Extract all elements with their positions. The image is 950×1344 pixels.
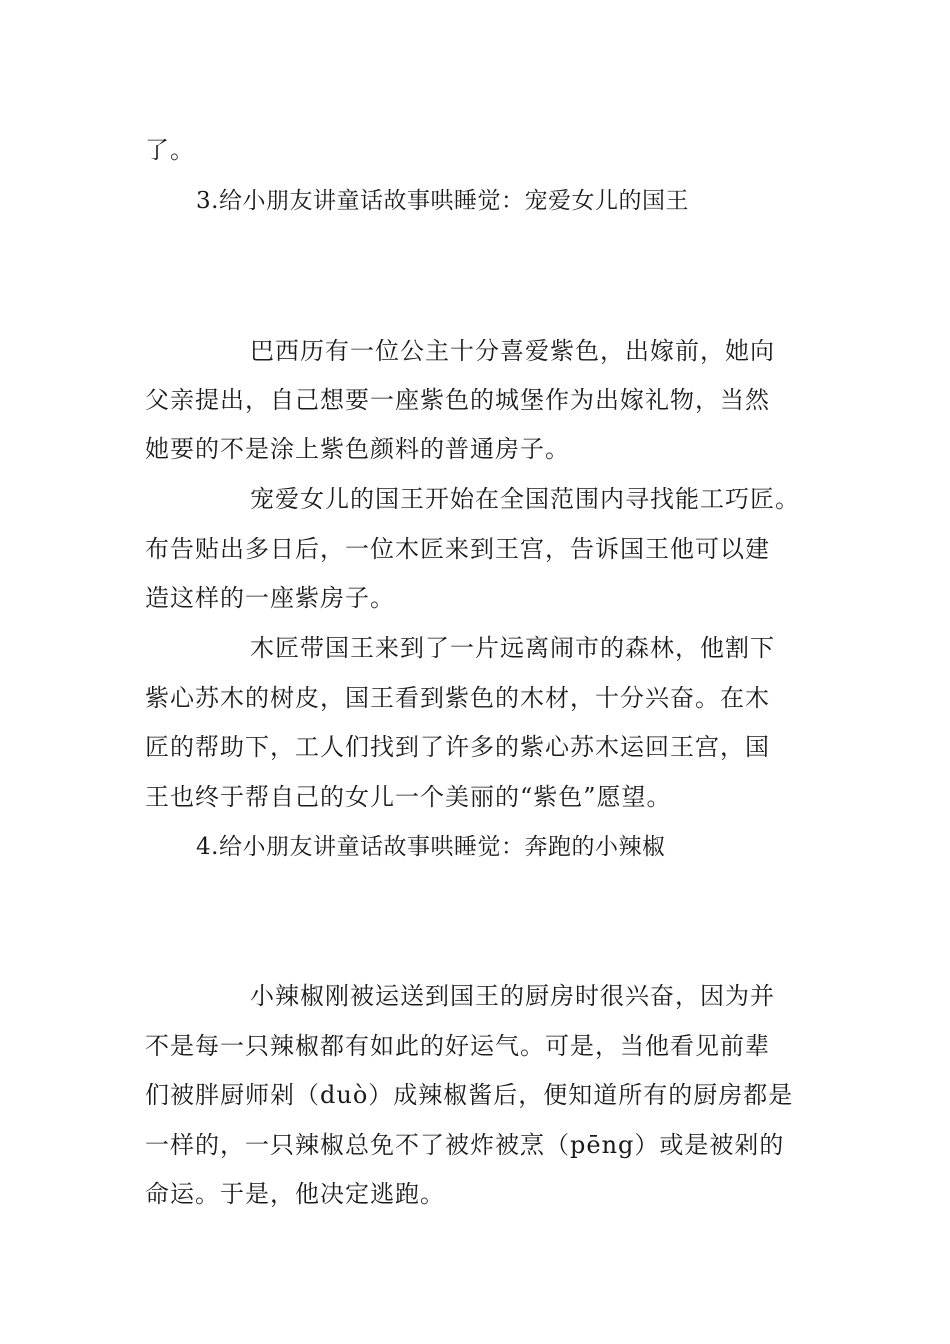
paragraph-line: 紫心苏木的树皮，国王看到紫色的木材，十分兴奋。在木	[145, 684, 770, 712]
paragraph-line: 木匠带国王来到了一片远离闹市的森林，他割下	[250, 634, 775, 662]
paragraph-line: 一样的，一只辣椒总免不了被炸被烹（pēng）或是被剁的	[145, 1131, 785, 1159]
paragraph-line: 宠爱女儿的国王开始在全国范围内寻找能工巧匠。	[250, 485, 800, 513]
section-4-heading: 4.给小朋友讲童话故事哄睡觉：奔跑的小辣椒	[196, 834, 666, 860]
paragraph-line: 她要的不是涂上紫色颜料的普通房子。	[145, 435, 570, 463]
paragraph-line: 匠的帮助下，工人们找到了许多的紫心苏木运回王宫，国	[145, 733, 770, 761]
section-3-heading: 3.给小朋友讲童话故事哄睡觉：宠爱女儿的国王	[196, 188, 689, 214]
paragraph-line: 巴西历有一位公主十分喜爱紫色，出嫁前，她向	[250, 337, 775, 365]
paragraph-line: 们被胖厨师剁（duò）成辣椒酱后，便知道所有的厨房都是	[145, 1081, 794, 1109]
paragraph-line: 小辣椒刚被运送到国王的厨房时很兴奋，因为并	[250, 982, 775, 1010]
paragraph-line: 王也终于帮自己的女儿一个美丽的“紫色”愿望。	[145, 783, 672, 811]
paragraph-line: 不是每一只辣椒都有如此的好运气。可是，当他看见前辈	[145, 1032, 770, 1060]
paragraph-line: 布告贴出多日后，一位木匠来到王宫，告诉国王他可以建	[145, 535, 770, 563]
paragraph-line: 命运。于是，他决定逃跑。	[145, 1180, 445, 1208]
paragraph-line: 造这样的一座紫房子。	[145, 584, 395, 612]
continuation-text: 了。	[145, 136, 195, 164]
paragraph-line: 父亲提出，自己想要一座紫色的城堡作为出嫁礼物，当然	[145, 386, 770, 414]
